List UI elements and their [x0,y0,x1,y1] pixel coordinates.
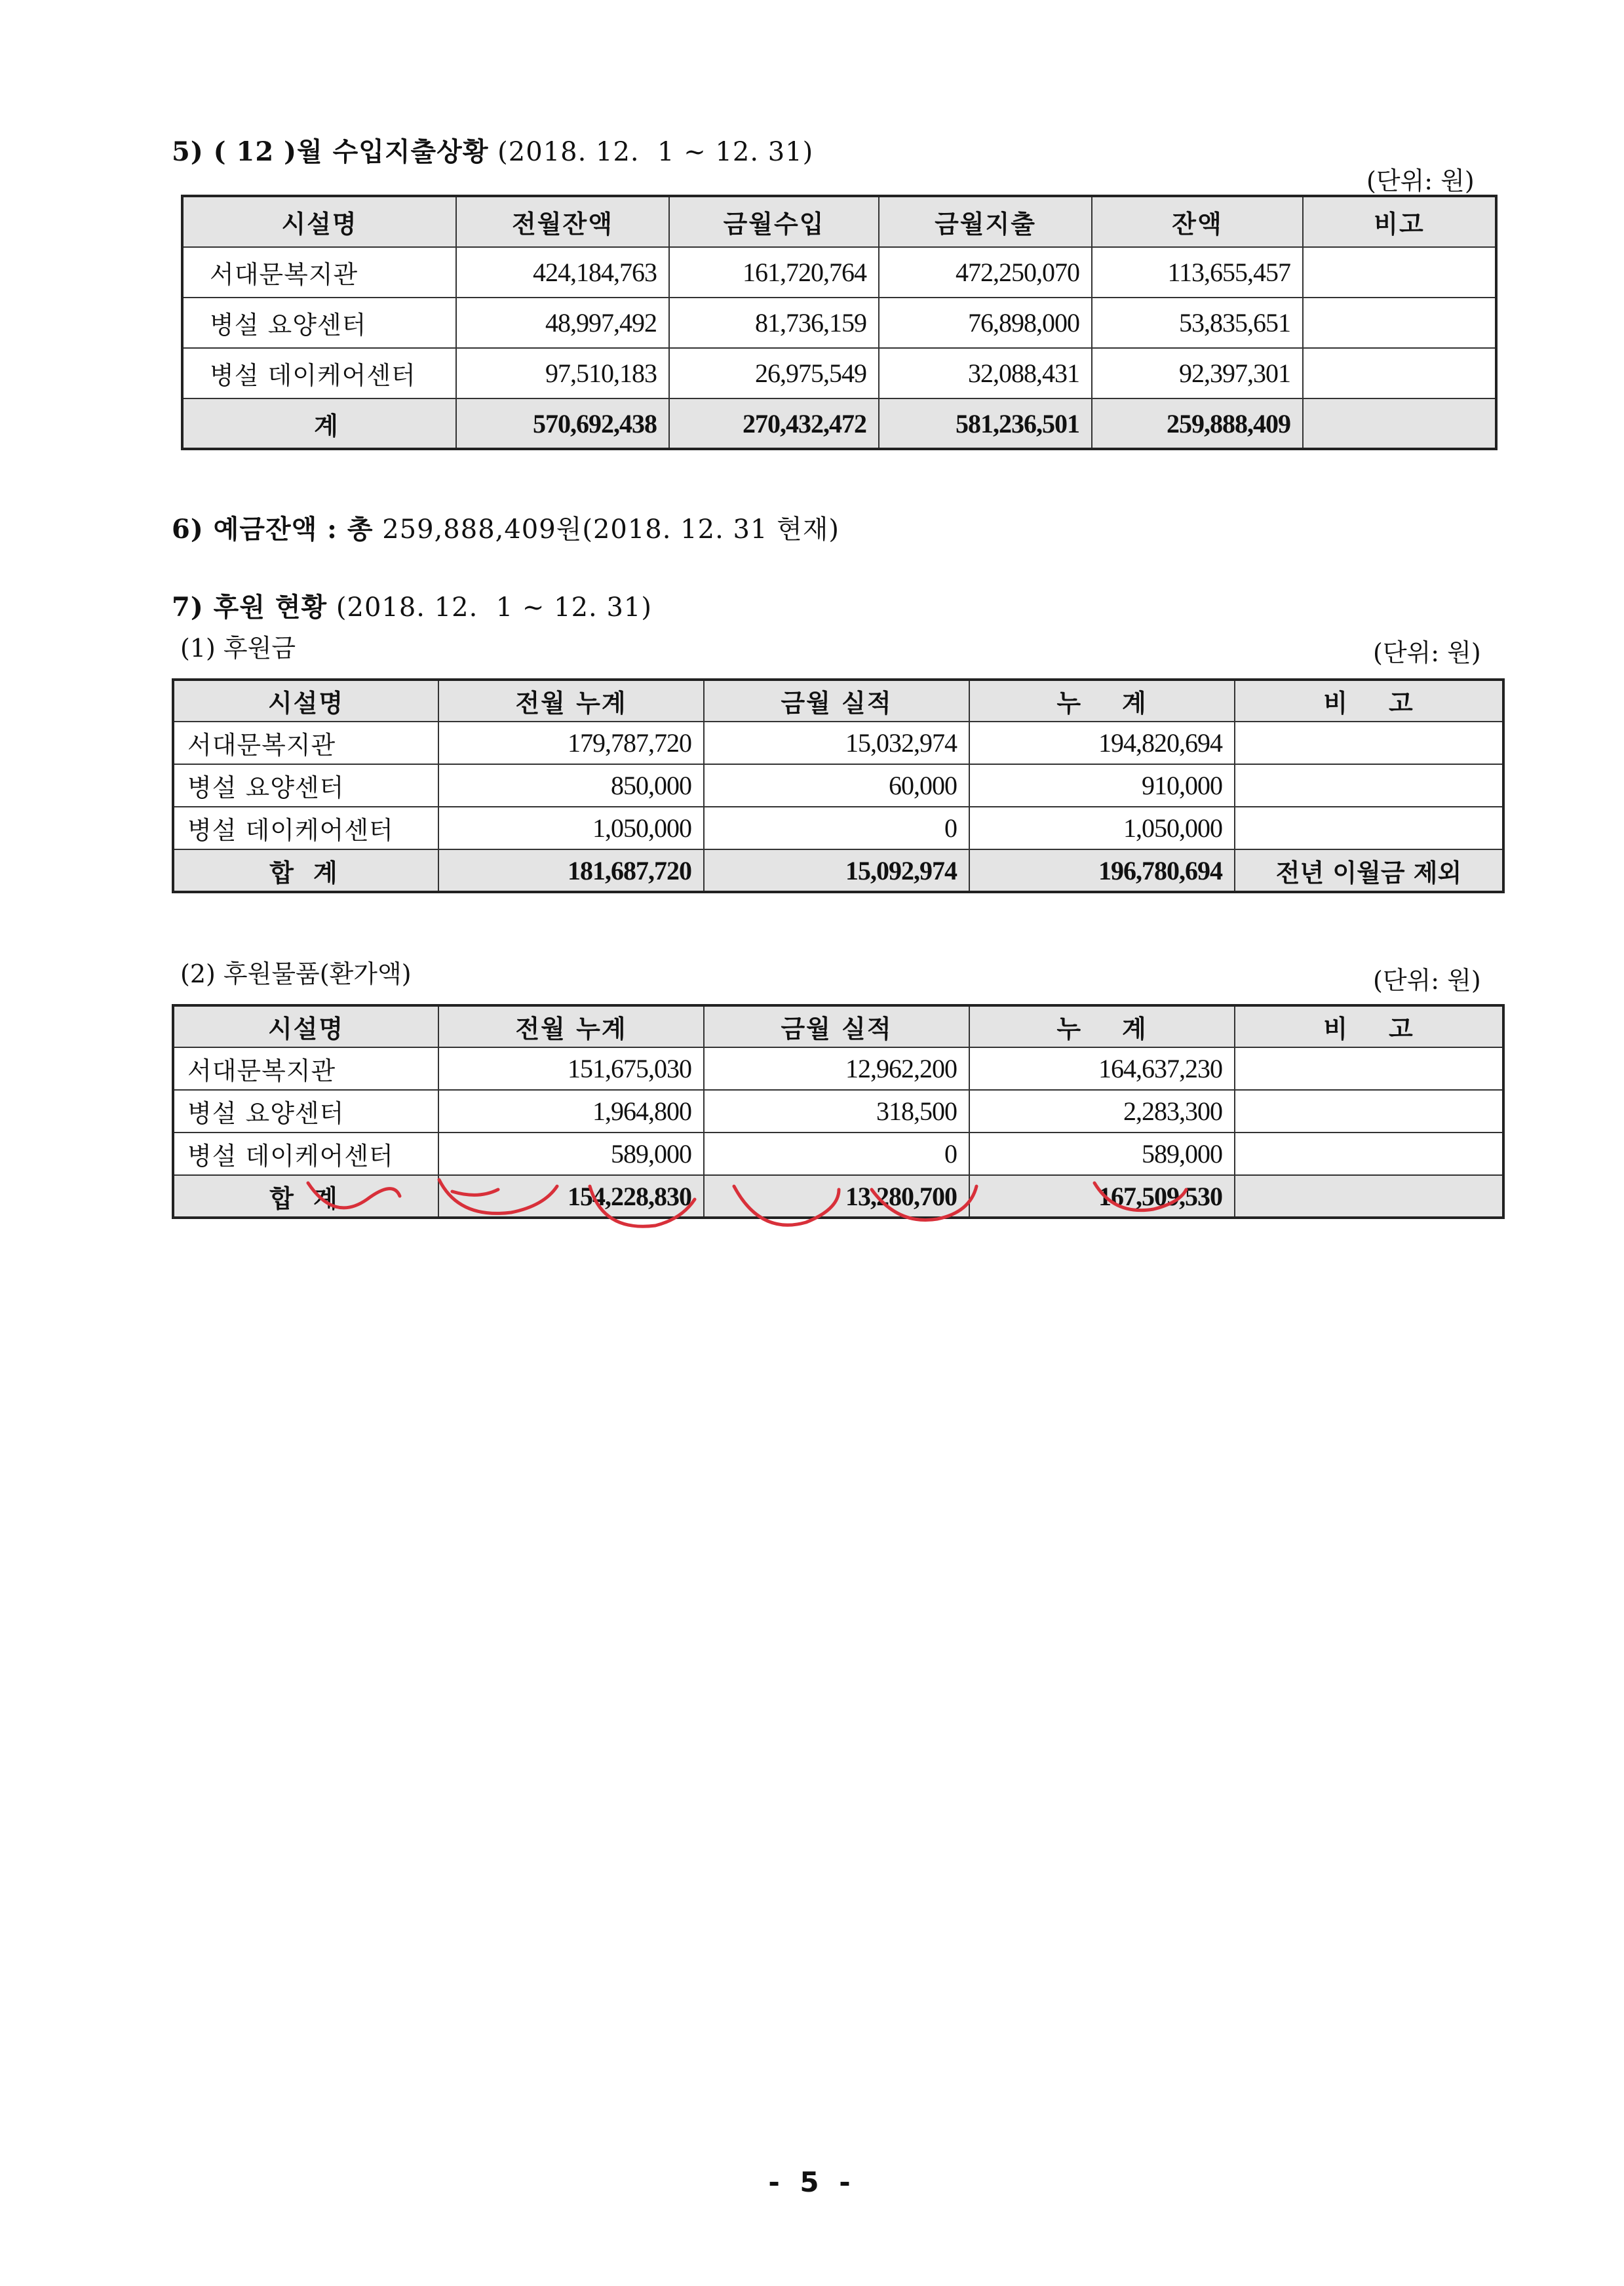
table-row [182,247,1496,298]
month-actual: 318,500 [704,1090,969,1133]
table-row [173,1090,1503,1133]
cumulative: 1,050,000 [969,807,1235,849]
table-row [173,764,1503,807]
section7-title: 7) 후원 현황 [172,592,328,623]
total-row [173,1175,1503,1218]
table-row [182,298,1496,348]
balance: 113,655,457 [1092,247,1303,298]
prev-cumulative: 1,964,800 [438,1090,704,1133]
donations-unit: (단위: 원) [1373,638,1481,667]
table-row [173,722,1503,764]
section7-period: (2018. 12. 1 ~ 12. 31) [327,592,652,623]
col-header: 누 계 [969,680,1235,722]
cumulative: 2,283,300 [969,1090,1235,1133]
total-expense: 581,236,501 [879,398,1092,449]
note [1235,764,1503,807]
note [1235,1047,1503,1090]
col-header: 금월 실적 [704,1005,969,1047]
section6-title: 6) 예금잔액 : 총 [172,514,374,545]
cumulative: 589,000 [969,1133,1235,1175]
facility-name: 서대문복지관 [173,1047,438,1090]
prev-balance: 97,510,183 [456,348,669,398]
section6-value: 259,888,409원(2018. 12. 31 현재) [373,514,840,545]
balance: 53,835,651 [1092,298,1303,348]
table-header-row [173,680,1503,722]
total-label: 계 [182,398,456,449]
prev-balance: 424,184,763 [456,247,669,298]
total-row [173,849,1503,892]
col-header: 비 고 [1235,1005,1503,1047]
facility-name: 병설 데이케어센터 [182,348,456,398]
donations-table [172,678,1505,893]
note [1235,1133,1503,1175]
total-income: 270,432,472 [669,398,879,449]
month-income: 26,975,549 [669,348,879,398]
month-income: 161,720,764 [669,247,879,298]
total-prev-cumulative: 181,687,720 [438,849,704,892]
table-row [173,1133,1503,1175]
col-header: 시설명 [173,680,438,722]
table-header-row [182,196,1496,247]
table-row [173,1047,1503,1090]
note [1235,722,1503,764]
total-cumulative: 167,509,530 [969,1175,1235,1218]
prev-cumulative: 179,787,720 [438,722,704,764]
total-note [1235,1175,1503,1218]
table-row [173,807,1503,849]
section6-heading [172,509,840,546]
col-header: 금월지출 [879,196,1092,247]
section5-heading [172,131,813,168]
total-prev-cumulative: 154,228,830 [438,1175,704,1218]
income-expense-table [181,195,1498,450]
total-cumulative: 196,780,694 [969,849,1235,892]
col-header: 금월수입 [669,196,879,247]
month-actual: 60,000 [704,764,969,807]
total-label: 합계 [173,1175,438,1218]
total-note: 전년 이월금 제외 [1235,849,1503,892]
prev-cumulative: 151,675,030 [438,1047,704,1090]
facility-name: 병설 데이케어센터 [173,807,438,849]
facility-name: 병설 요양센터 [173,764,438,807]
facility-name: 병설 요양센터 [173,1090,438,1133]
facility-name: 서대문복지관 [182,247,456,298]
month-actual: 0 [704,1133,969,1175]
facility-name: 서대문복지관 [173,722,438,764]
cumulative: 194,820,694 [969,722,1235,764]
col-header: 전월 누계 [438,680,704,722]
prev-cumulative: 1,050,000 [438,807,704,849]
section5-period: (2018. 12. 1 ~ 12. 31) [488,137,814,167]
month-actual: 0 [704,807,969,849]
section7-heading [172,587,652,624]
prev-balance: 48,997,492 [456,298,669,348]
note [1235,807,1503,849]
month-expense: 32,088,431 [879,348,1092,398]
col-header: 비고 [1303,196,1496,247]
month-expense: 76,898,000 [879,298,1092,348]
table-header-row [173,1005,1503,1047]
total-month-actual: 15,092,974 [704,849,969,892]
col-header: 누 계 [969,1005,1235,1047]
goods-unit: (단위: 원) [1373,966,1481,995]
total-row [182,398,1496,449]
col-header: 시설명 [182,196,456,247]
prev-cumulative: 850,000 [438,764,704,807]
col-header: 잔액 [1092,196,1303,247]
total-balance: 259,888,409 [1092,398,1303,449]
page-number: - 5 - [768,2166,856,2198]
col-header: 금월 실적 [704,680,969,722]
facility-name: 병설 요양센터 [182,298,456,348]
total-prev-balance: 570,692,438 [456,398,669,449]
col-header: 전월잔액 [456,196,669,247]
total-label: 합계 [173,849,438,892]
cumulative: 164,637,230 [969,1047,1235,1090]
month-actual: 12,962,200 [704,1047,969,1090]
total-month-actual: 13,280,700 [704,1175,969,1218]
note [1303,298,1496,348]
month-income: 81,736,159 [669,298,879,348]
donations-subheading: (1) 후원금 [180,634,296,663]
cumulative: 910,000 [969,764,1235,807]
note [1235,1090,1503,1133]
balance: 92,397,301 [1092,348,1303,398]
note [1303,348,1496,398]
section5-unit: (단위: 원) [1366,166,1475,195]
month-expense: 472,250,070 [879,247,1092,298]
total-note [1303,398,1496,449]
goods-subheading: (2) 후원물품(환가액) [180,959,412,988]
table-row [182,348,1496,398]
month-actual: 15,032,974 [704,722,969,764]
facility-name: 병설 데이케어센터 [173,1133,438,1175]
note [1303,247,1496,298]
section5-title: 5) ( 12 )월 수입지출상황 [172,136,489,167]
col-header: 시설명 [173,1005,438,1047]
col-header: 전월 누계 [438,1005,704,1047]
prev-cumulative: 589,000 [438,1133,704,1175]
donated-goods-table [172,1004,1505,1219]
col-header: 비 고 [1235,680,1503,722]
